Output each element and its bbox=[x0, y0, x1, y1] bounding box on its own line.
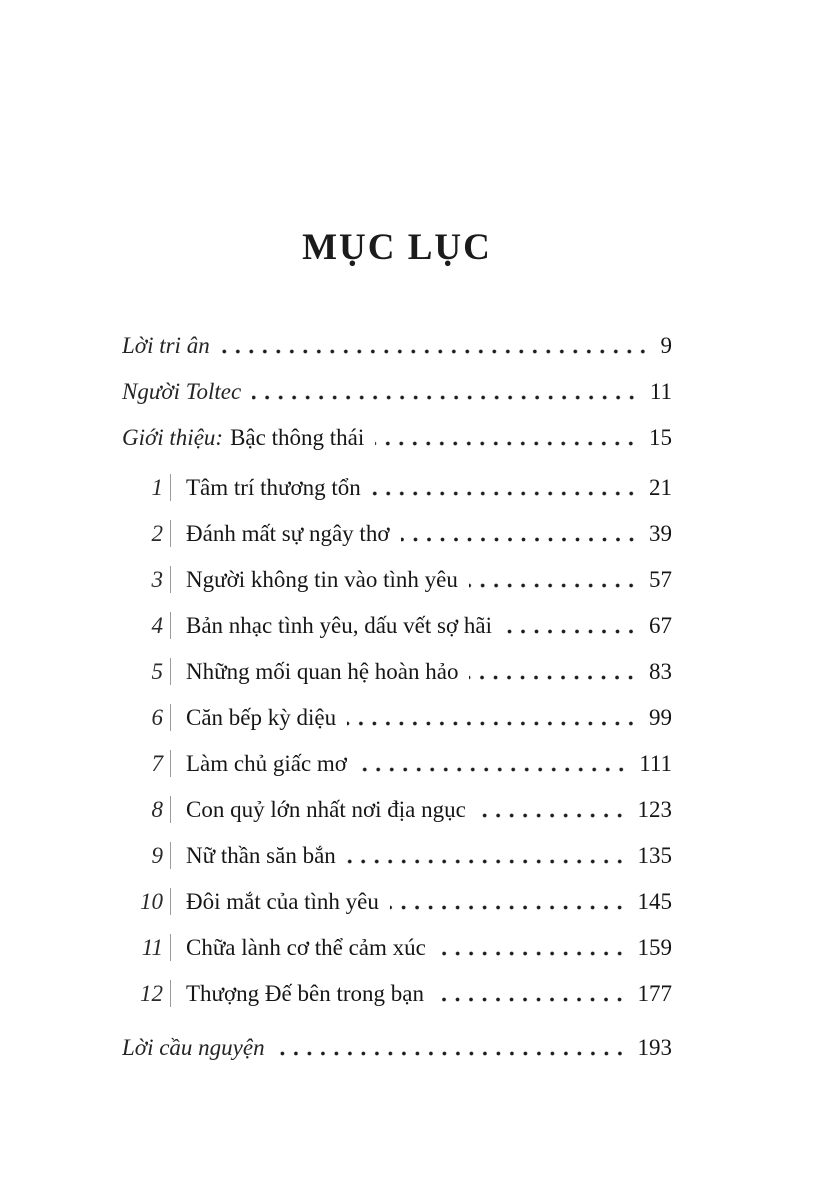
entry-label-roman: Con quỷ lớn nhất nơi địa ngục bbox=[186, 797, 466, 822]
entry-label-roman: Đánh mất sự ngây thơ bbox=[186, 521, 390, 546]
dot-leader bbox=[469, 675, 642, 680]
toc-entry bbox=[122, 456, 672, 502]
toc-entry bbox=[122, 824, 672, 870]
divider-bar bbox=[170, 888, 171, 915]
dot-leader bbox=[435, 997, 631, 1002]
page-number: 57 bbox=[649, 567, 672, 592]
chapter-number: 9 bbox=[151, 843, 163, 868]
chapter-number-box bbox=[122, 842, 178, 870]
entry-label-italic: Lời tri ân bbox=[122, 333, 210, 358]
entry-label-roman: Làm chủ giấc mơ bbox=[186, 751, 347, 776]
dot-leader bbox=[347, 721, 642, 726]
page-number: 9 bbox=[660, 333, 672, 358]
divider-bar bbox=[170, 566, 171, 593]
entry-label bbox=[186, 704, 336, 732]
entry-label bbox=[186, 842, 336, 870]
dot-leader bbox=[358, 767, 632, 772]
entry-label-roman: Bản nhạc tình yêu, dấu vết sợ hãi bbox=[186, 613, 492, 638]
chapter-number-box bbox=[122, 796, 178, 824]
divider-bar bbox=[170, 704, 171, 731]
toc-entry bbox=[122, 548, 672, 594]
entry-label bbox=[186, 796, 466, 824]
entry-label bbox=[122, 424, 364, 452]
entry-label bbox=[186, 658, 458, 686]
toc-entry bbox=[122, 406, 672, 452]
divider-bar bbox=[170, 474, 171, 501]
divider-bar bbox=[170, 934, 171, 961]
entry-label bbox=[186, 474, 361, 502]
toc-entry bbox=[122, 640, 672, 686]
chapter-number-box bbox=[122, 888, 178, 916]
dot-leader bbox=[437, 951, 631, 956]
page-number: 83 bbox=[649, 659, 672, 684]
page-number: 11 bbox=[649, 379, 672, 404]
page-number: 39 bbox=[649, 521, 672, 546]
toc-entry bbox=[122, 962, 672, 1008]
dot-leader bbox=[503, 629, 642, 634]
entry-label-roman: Những mối quan hệ hoàn hảo bbox=[186, 659, 459, 684]
entry-label-roman: Đôi mắt của tình yêu bbox=[186, 889, 379, 914]
entry-label-italic: Giới thiệu: bbox=[122, 425, 224, 450]
dot-leader bbox=[469, 583, 642, 588]
toc-entry bbox=[122, 1016, 672, 1062]
page-number: 111 bbox=[639, 751, 672, 776]
entry-label bbox=[122, 378, 241, 406]
chapter-number-box bbox=[122, 566, 178, 594]
entry-label bbox=[122, 332, 210, 360]
entry-label bbox=[186, 520, 390, 548]
page-number: 193 bbox=[637, 1035, 672, 1060]
chapter-number: 4 bbox=[151, 613, 163, 638]
entry-label-italic: Lời cầu nguyện bbox=[122, 1035, 265, 1060]
entry-label bbox=[186, 612, 492, 640]
dot-leader bbox=[252, 395, 643, 400]
divider-bar bbox=[170, 612, 171, 639]
divider-bar bbox=[170, 980, 171, 1007]
entry-label bbox=[122, 1034, 265, 1062]
chapter-number-box bbox=[122, 934, 178, 962]
page-number: 99 bbox=[649, 705, 672, 730]
toc-entry bbox=[122, 686, 672, 732]
page-title: MỤC LỤC bbox=[302, 227, 492, 268]
toc-entry bbox=[122, 314, 672, 360]
chapter-number: 5 bbox=[151, 659, 163, 684]
chapter-number-box bbox=[122, 980, 178, 1008]
divider-bar bbox=[170, 658, 171, 685]
chapter-number-box bbox=[122, 658, 178, 686]
page-number: 123 bbox=[637, 797, 672, 822]
dot-leader bbox=[401, 537, 643, 542]
page-number: 15 bbox=[649, 425, 672, 450]
chapter-number-box bbox=[122, 750, 178, 778]
chapter-number-box bbox=[122, 474, 178, 502]
toc-entry bbox=[122, 778, 672, 824]
table-of-contents bbox=[122, 0, 672, 1062]
entry-label-roman: Người không tin vào tình yêu bbox=[186, 567, 458, 592]
chapter-number: 6 bbox=[151, 705, 163, 730]
page-number: 67 bbox=[649, 613, 672, 638]
chapter-number: 3 bbox=[151, 567, 163, 592]
toc-entry bbox=[122, 916, 672, 962]
chapter-number: 1 bbox=[151, 475, 163, 500]
chapter-number: 12 bbox=[140, 981, 163, 1006]
page-number: 145 bbox=[637, 889, 672, 914]
divider-bar bbox=[170, 750, 171, 777]
toc-entry bbox=[122, 594, 672, 640]
chapter-number: 11 bbox=[141, 935, 163, 960]
entry-label bbox=[186, 750, 347, 778]
entry-label bbox=[186, 980, 424, 1008]
dot-leader bbox=[276, 1051, 631, 1056]
entry-label-roman: Tâm trí thương tổn bbox=[186, 475, 361, 500]
divider-bar bbox=[170, 842, 171, 869]
entry-label-italic: Người Toltec bbox=[122, 379, 242, 404]
chapter-number: 8 bbox=[151, 797, 163, 822]
chapter-number: 7 bbox=[151, 751, 163, 776]
page-number: 159 bbox=[637, 935, 672, 960]
entry-label-roman: Nữ thần săn bắn bbox=[186, 843, 336, 868]
entry-label-roman: Căn bếp kỳ diệu bbox=[186, 705, 337, 730]
toc-entries bbox=[122, 314, 672, 1062]
dot-leader bbox=[477, 813, 631, 818]
chapter-number-box bbox=[122, 612, 178, 640]
entry-label-roman: Chữa lành cơ thể cảm xúc bbox=[186, 935, 426, 960]
entry-label bbox=[186, 934, 426, 962]
toc-entry bbox=[122, 870, 672, 916]
page-number: 21 bbox=[649, 475, 672, 500]
page-number: 135 bbox=[637, 843, 672, 868]
chapter-number-box bbox=[122, 704, 178, 732]
divider-bar bbox=[170, 796, 171, 823]
entry-label-roman: Thượng Đế bên trong bạn bbox=[186, 981, 424, 1006]
chapter-number: 10 bbox=[140, 889, 163, 914]
page-number: 177 bbox=[637, 981, 672, 1006]
dot-leader bbox=[390, 905, 631, 910]
entry-label-roman: Bậc thông thái bbox=[230, 425, 365, 450]
entry-label bbox=[186, 566, 458, 594]
dot-leader bbox=[347, 859, 631, 864]
dot-leader bbox=[375, 441, 642, 446]
toc-entry bbox=[122, 360, 672, 406]
entry-label bbox=[186, 888, 379, 916]
chapter-number-box bbox=[122, 520, 178, 548]
dot-leader bbox=[221, 349, 654, 354]
dot-leader bbox=[372, 491, 642, 496]
divider-bar bbox=[170, 520, 171, 547]
toc-entry bbox=[122, 502, 672, 548]
chapter-number: 2 bbox=[151, 521, 163, 546]
toc-entry bbox=[122, 732, 672, 778]
